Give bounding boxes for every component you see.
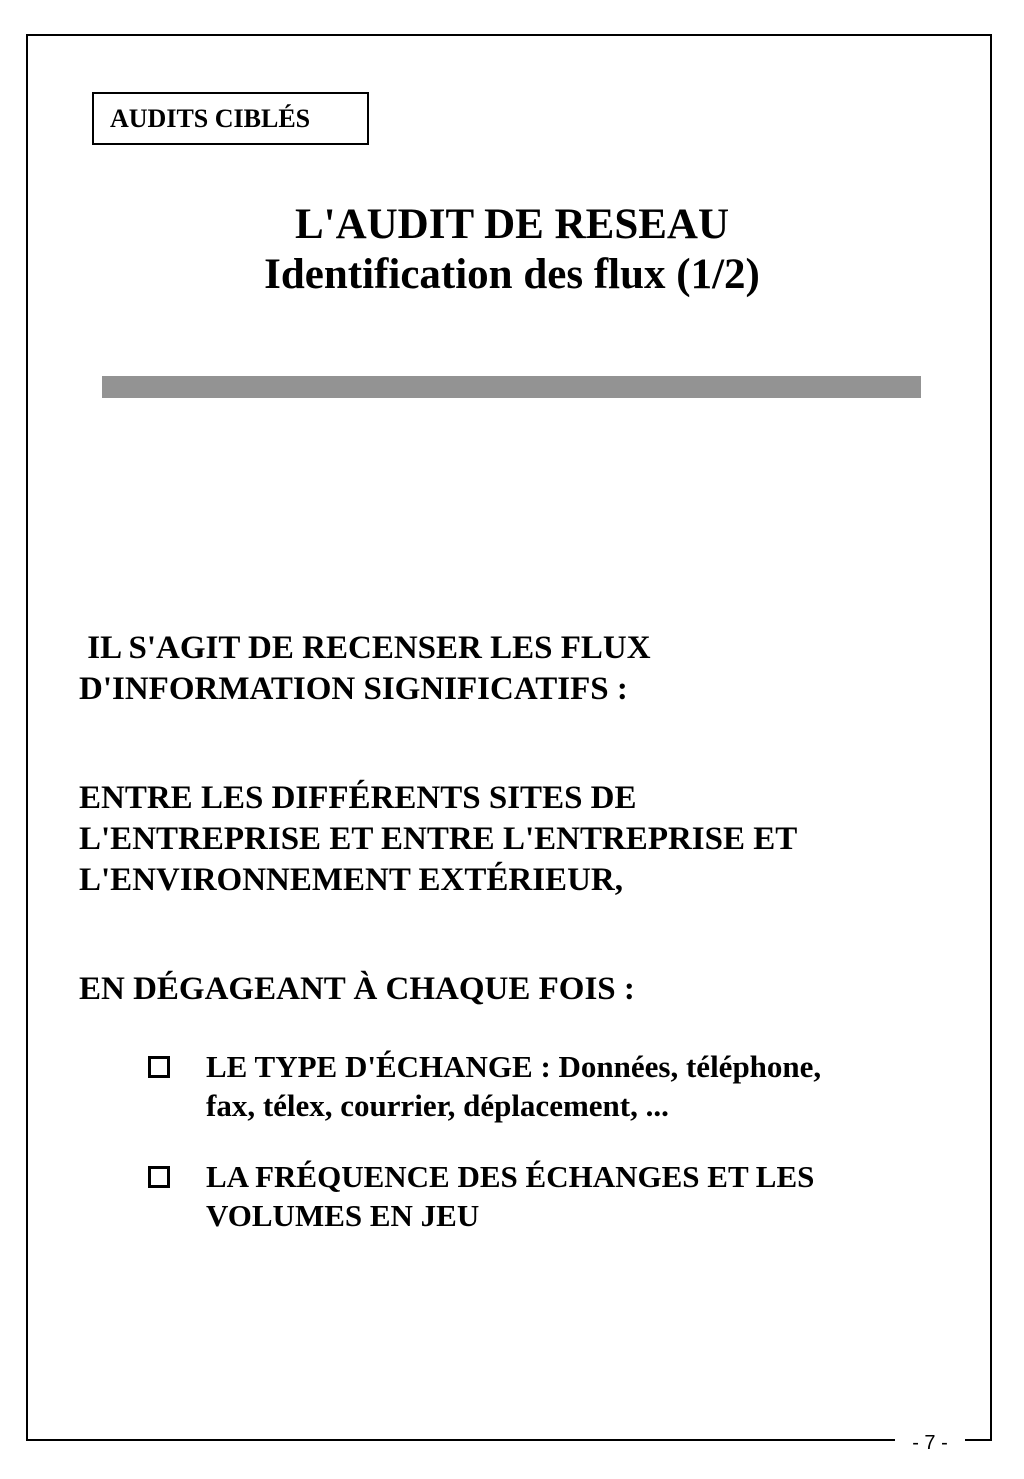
page-number: - 7 - <box>895 1428 965 1458</box>
divider-bar <box>102 376 921 398</box>
intro-line-1: IL S'AGIT DE RECENSER LES FLUX <box>79 630 651 666</box>
intro-paragraph <box>79 628 939 710</box>
bullet-line-2: VOLUMES EN JEU <box>206 1198 480 1233</box>
title-line-1: L'AUDIT DE RESEAU <box>294 201 730 248</box>
bullet-line-2: fax, télex, courrier, déplacement, ... <box>206 1088 669 1123</box>
page-title <box>0 200 1024 300</box>
lead-paragraph <box>79 969 939 1010</box>
bullet-line-1: LA FRÉQUENCE DES ÉCHANGES ET LES <box>206 1159 815 1194</box>
bullet-text <box>206 1047 821 1125</box>
bullet-text <box>206 1157 814 1235</box>
lead-line: EN DÉGAGEANT À CHAQUE FOIS : <box>79 971 635 1007</box>
title-line-2: Identification des flux (1/2) <box>264 251 760 298</box>
section-tag: AUDITS CIBLÉS <box>92 92 369 145</box>
checkbox-icon <box>148 1056 170 1078</box>
scope-line-3: L'ENVIRONNEMENT EXTÉRIEUR, <box>79 862 623 898</box>
intro-line-2: D'INFORMATION SIGNIFICATIFS : <box>79 671 628 707</box>
scope-paragraph <box>79 778 939 901</box>
scope-line-1: ENTRE LES DIFFÉRENTS SITES DE <box>79 780 637 816</box>
scope-line-2: L'ENTREPRISE ET ENTRE L'ENTREPRISE ET <box>79 821 798 857</box>
checkbox-icon <box>148 1166 170 1188</box>
bullet-line-1: LE TYPE D'ÉCHANGE : Données, téléphone, <box>206 1049 822 1084</box>
